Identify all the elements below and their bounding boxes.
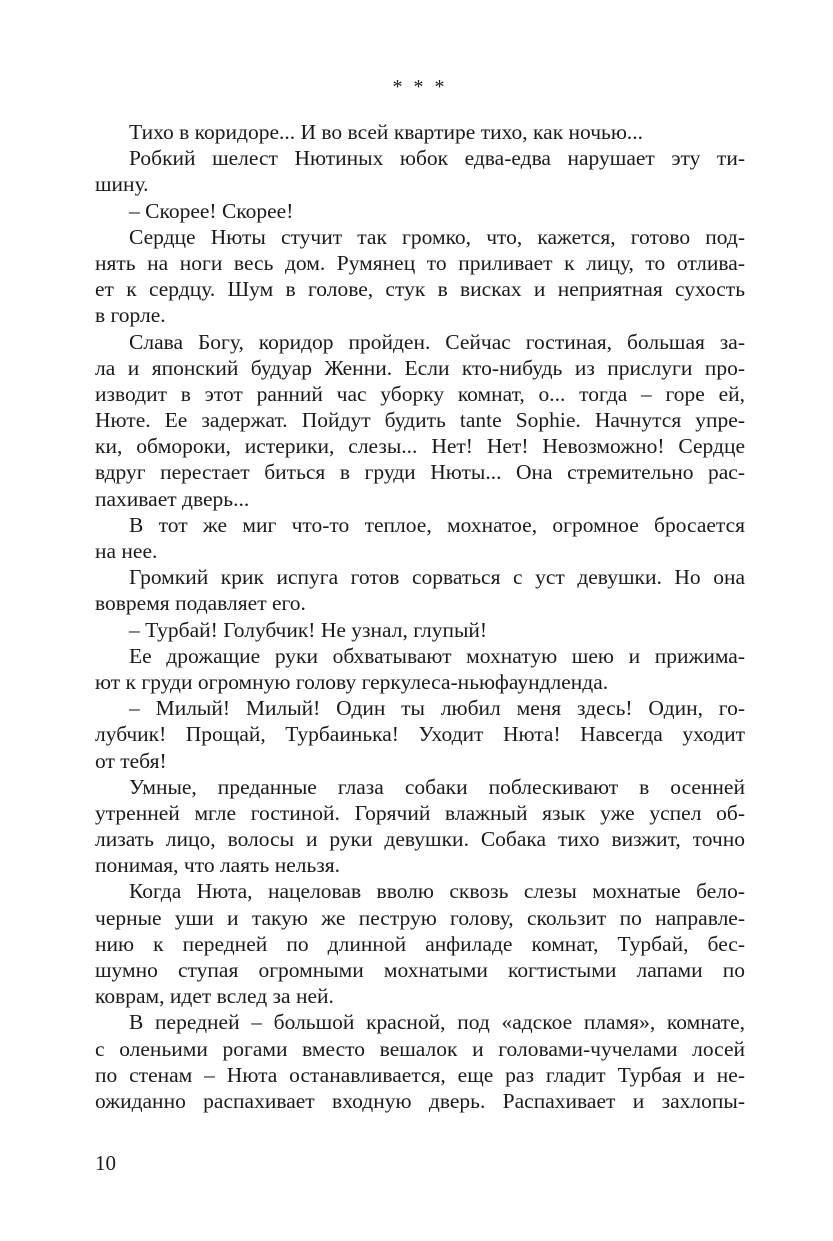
- text-line: черные уши и такую же пеструю голову, скользит по направле-: [95, 905, 745, 930]
- text-line: ют к груди огромную голову геркулеса-ньюфаундленда.: [95, 669, 609, 694]
- text-line: вовремя подавляет его.: [95, 591, 306, 616]
- text-line: понимая, что лаять нельзя.: [95, 853, 341, 878]
- text-line: ет к сердцу. Шум в голове, стук в висках и неприятная сухость: [95, 277, 745, 302]
- text-line: – Турбай! Голубчик! Не узнал, глупый!: [129, 617, 488, 642]
- text-line: Тихо в коридоре... И во всей квартире тихо, как ночью...: [129, 120, 644, 144]
- text-line: нию к передней по длинной анфиладе комнат, Турбай, бес-: [95, 931, 745, 956]
- text-body: [95, 119, 745, 1114]
- text-line: нять на ноги весь дом. Румянец то приливает к лицу, то отлива-: [95, 250, 745, 275]
- text-line: Ее дрожащие руки обхватывают мохнатую шею и прижима-: [129, 643, 745, 668]
- text-line: – Скорее! Скорее!: [129, 198, 294, 223]
- text-line: – Милый! Милый! Один ты любил меня здесь! Один, го-: [129, 696, 745, 721]
- text-line: лубчик! Прощай, Турбаинька! Уходит Нюта! Навсегда уходит: [95, 722, 745, 747]
- section-divider: * * *: [392, 76, 448, 98]
- text-line: коврам, идет вслед за ней.: [95, 984, 334, 1009]
- text-line: от тебя!: [95, 748, 167, 773]
- text-line: Когда Нюта, нацеловав вволю сквозь слезы мохнатые бело-: [129, 879, 745, 904]
- text-line: утренней мгле гостиной. Горячий влажный язык уже успел об-: [95, 800, 745, 825]
- text-line: ожиданно распахивает входную дверь. Распахивает и захлопы-: [95, 1088, 745, 1113]
- text-line: вдруг перестает биться в груди Нюты... Она стремительно рас-: [95, 460, 745, 485]
- text-line: пахивает дверь...: [95, 486, 250, 511]
- text-line: В передней – большой красной, под «адское пламя», комнате,: [129, 1010, 745, 1035]
- text-line: шумно ступая огромными мохнатыми когтистыми лапами по: [95, 958, 745, 982]
- text-line: Сердце Нюты стучит так громко, что, кажется, готово под-: [129, 224, 745, 249]
- text-line: на нее.: [95, 539, 158, 563]
- page-number: 10: [95, 1151, 116, 1175]
- text-line: по стенам – Нюта останавливается, еще раз гладит Турбая и не-: [95, 1062, 745, 1087]
- text-line: с оленьими рогами вместо вешалок и головами-чучелами лосей: [95, 1036, 745, 1061]
- text-line: в горле.: [95, 303, 166, 328]
- text-line: Слава Богу, коридор пройден. Сейчас гостиная, большая за-: [129, 329, 745, 354]
- text-line: Умные, преданные глаза собаки поблескивают в осенней: [129, 774, 745, 799]
- text-line: В тот же миг что-то теплое, мохнатое, огромное бросается: [129, 512, 745, 537]
- text-line: шину.: [95, 172, 149, 197]
- text-line: Робкий шелест Нютиных юбок едва-едва нарушает эту ти-: [129, 146, 745, 171]
- text-line: изводит в этот ранний час уборку комнат, о... тогда – горе ей,: [95, 381, 745, 406]
- text-line: Нюте. Ее задержат. Пойдут будить tante Sophie. Начнутся упре-: [95, 408, 745, 433]
- text-line: лизать лицо, волосы и руки девушки. Собака тихо визжит, точно: [95, 827, 745, 852]
- text-line: ки, обмороки, истерики, слезы... Нет! Нет! Невозможно! Сердце: [95, 434, 745, 459]
- text-line: ла и японский будуар Женни. Если кто-нибудь из прислуги про-: [95, 355, 745, 380]
- text-line: Громкий крик испуга готов сорваться с уст девушки. Но она: [129, 565, 745, 590]
